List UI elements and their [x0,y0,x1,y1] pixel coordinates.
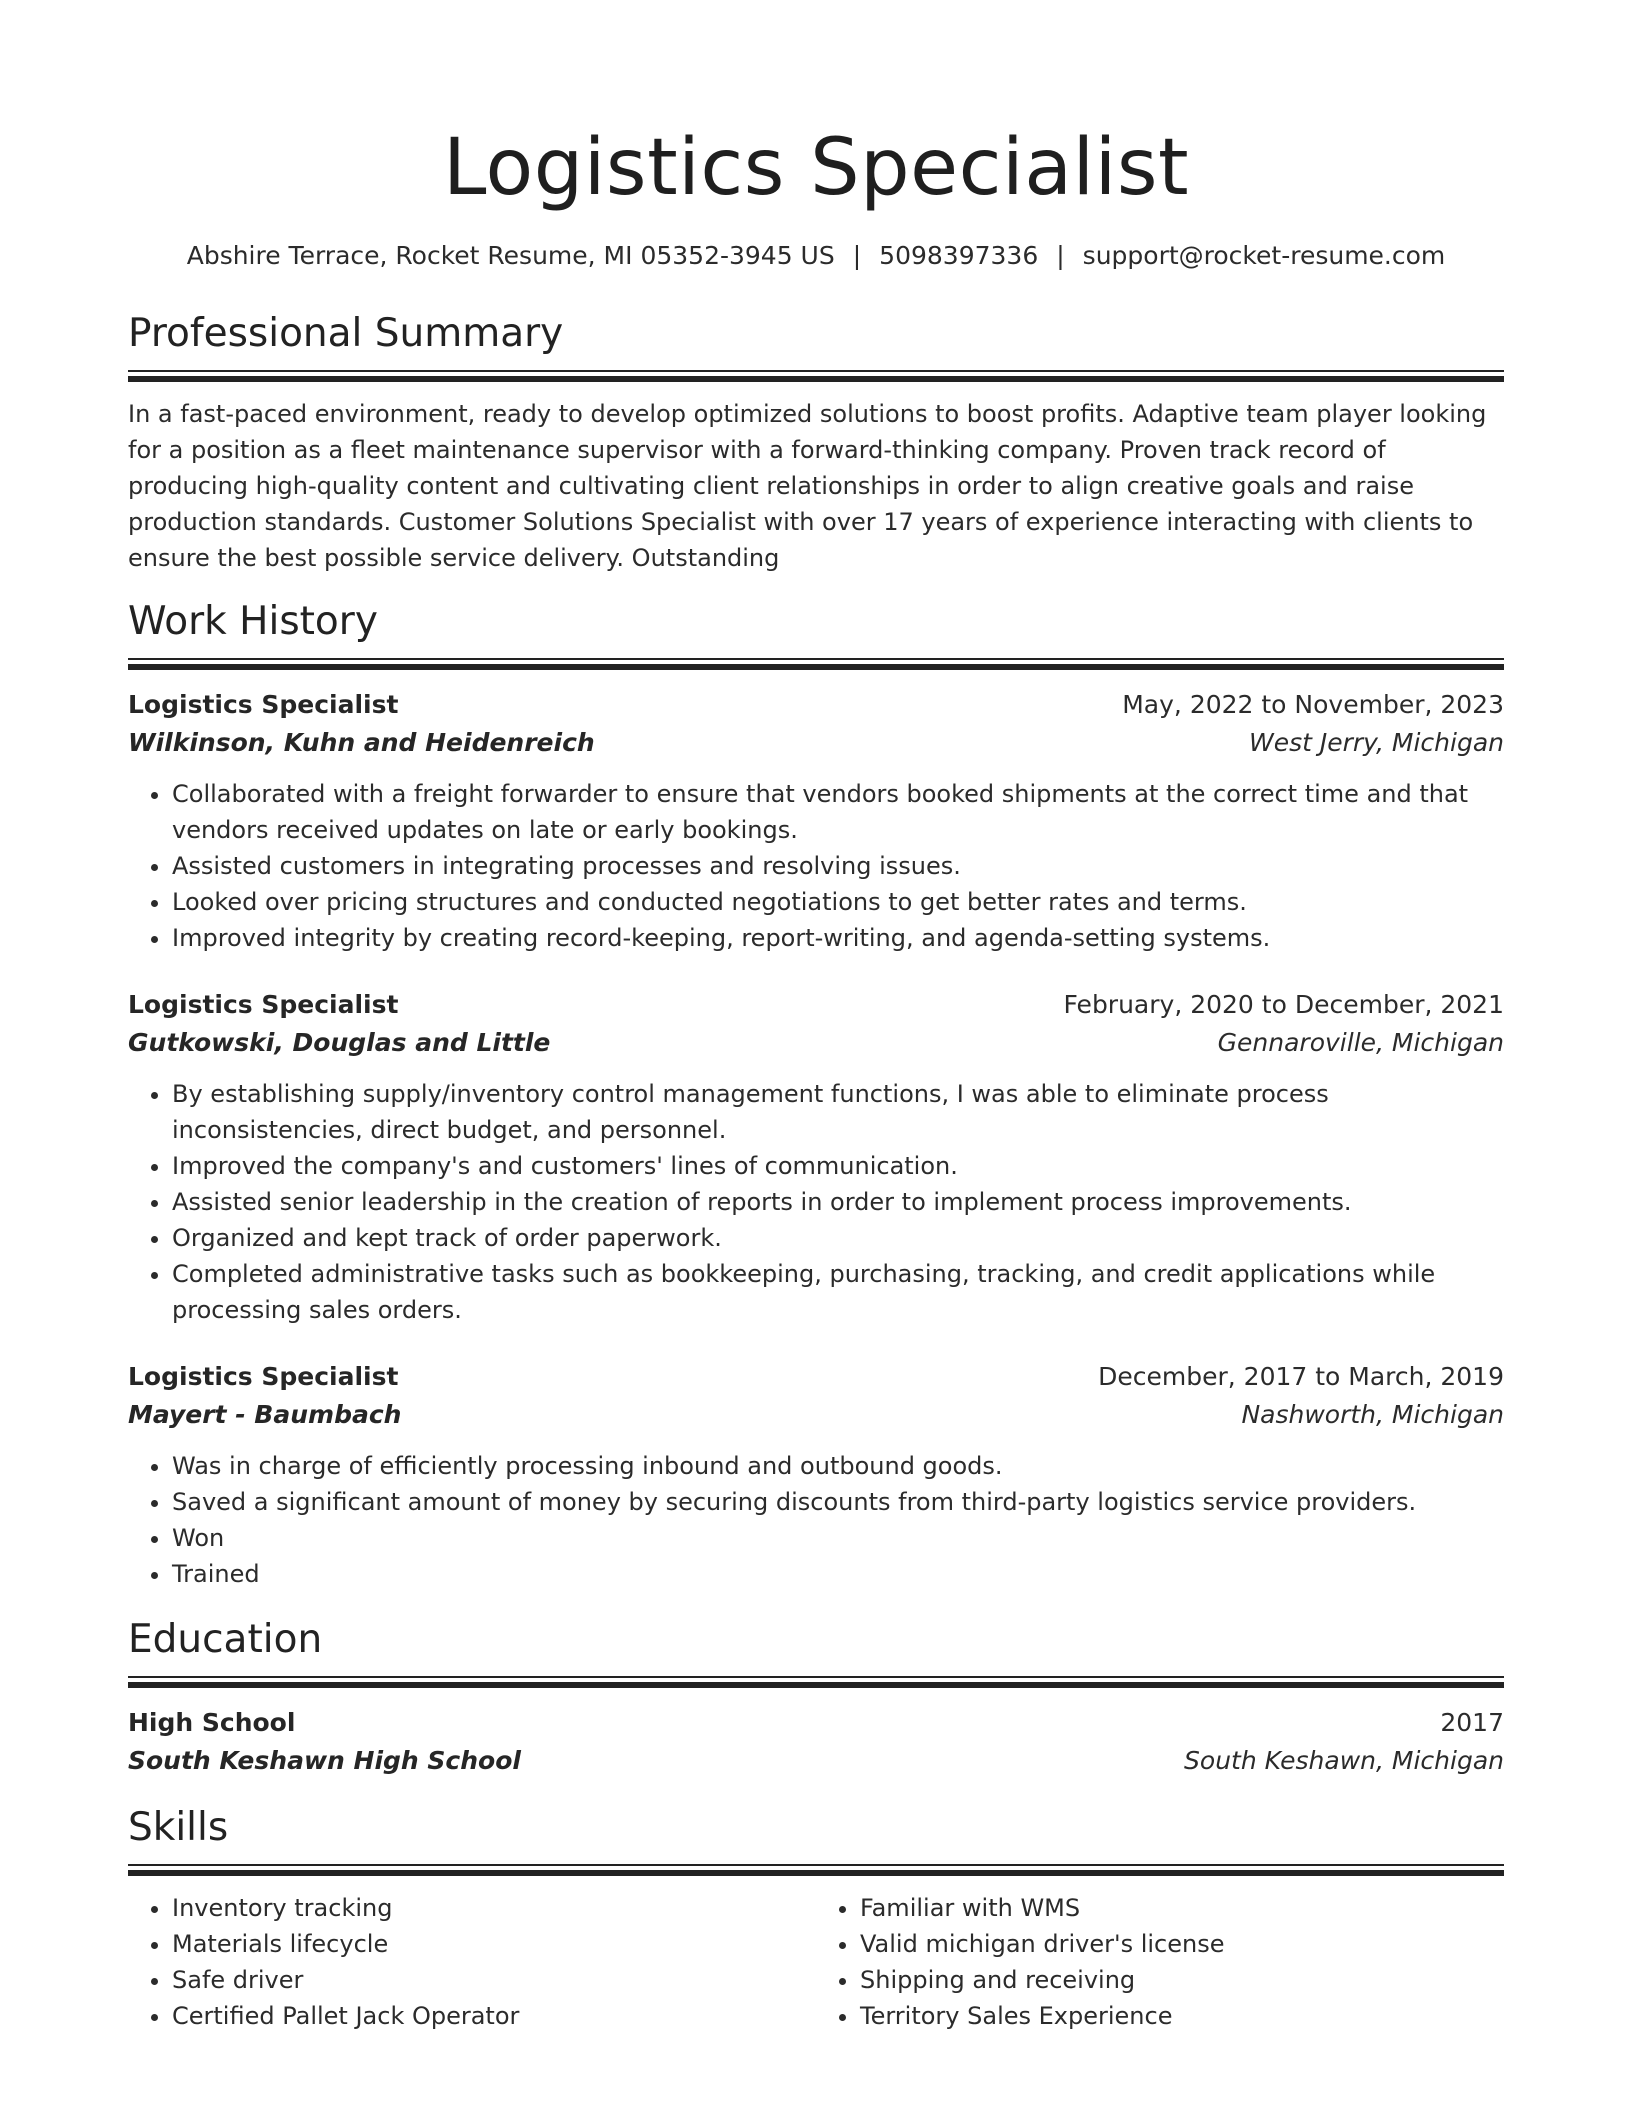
skills-section [128,1802,1504,2034]
job-entry [128,1358,1504,1592]
list-item: • Trained [172,1556,1504,1592]
list-item: • Assisted senior leadership in the creation of reports in order to implement process improvements. [172,1184,1504,1220]
skills-list-left [128,1890,816,2034]
job-subheader [128,1396,1504,1434]
education-section [128,1614,1504,1780]
list-item: • Certified Pallet Jack Operator [172,1998,816,2034]
job-dates: December, 2017 to March, 2019 [1098,1362,1504,1391]
list-item: • Won [172,1520,1504,1556]
job-company: Wilkinson, Kuhn and Heidenreich [128,728,595,757]
contact-separator: | [852,241,862,270]
contact-separator: | [1056,241,1065,270]
education-degree: High School [128,1708,296,1737]
job-header [128,986,1504,1024]
section-title-skills: Skills [128,1805,229,1850]
job-location: West Jerry, Michigan [1248,728,1504,757]
job-bullets [128,1448,1504,1592]
job-title: Logistics Specialist [128,690,399,719]
list-item: • Was in charge of efficiently processing inbound and outbound goods. [172,1448,1504,1484]
education-entry [128,1704,1504,1780]
list-item: • Safe driver [172,1962,816,1998]
job-bullets [128,1076,1504,1328]
skills-list-right [816,1890,1504,2034]
job-title: Logistics Specialist [128,990,399,1019]
education-school: South Keshawn High School [128,1746,521,1775]
list-item: • Shipping and receiving [860,1962,1504,1998]
section-divider [128,658,1504,670]
contact-line [128,238,1504,274]
section-title-education: Education [128,1617,323,1662]
list-item: • Improved integrity by creating record-keeping, report-writing, and agenda-setting systems. [172,920,1504,956]
work-history-section [128,596,1504,1592]
job-dates: May, 2022 to November, 2023 [1122,690,1504,719]
contact-phone: 5098397336 [879,241,1039,270]
list-item: • Collaborated with a freight forwarder to ensure that vendors booked shipments at the correct time and that vendors received updates on late or early bookings. [172,776,1504,848]
list-item: • Completed administrative tasks such as bookkeeping, purchasing, tracking, and credit applications while processing sales orders. [172,1256,1504,1328]
job-header [128,1358,1504,1396]
education-year: 2017 [1440,1708,1504,1737]
summary-text: In a fast-paced environment, ready to develop optimized solutions to boost profits. Adaptive team player looking for a position as a fleet maintenance supervisor with a forward-thinking company. Proven track record of producing high-quality content and cultivating client relationships in order to align creative goals and raise production standards. Customer Solutions Specialist with over 17 years of experience interacting with clients to ensure the best possible service delivery. Outstanding [128,400,1487,572]
job-company: Gutkowski, Douglas and Little [128,1028,551,1057]
job-location: Gennaroville, Michigan [1217,1028,1504,1057]
list-item: • Territory Sales Experience [860,1998,1504,2034]
job-header [128,686,1504,724]
contact-address: Abshire Terrace, Rocket Resume, MI 05352-3945 US [186,241,835,270]
resume-page [128,118,1504,2034]
list-item: • By establishing supply/inventory control management functions, I was able to eliminate process inconsistencies, direct budget, and personnel. [172,1076,1504,1148]
section-divider [128,1676,1504,1688]
education-header [128,1704,1504,1742]
job-subheader [128,724,1504,762]
list-item: • Looked over pricing structures and conducted negotiations to get better rates and terms. [172,884,1504,920]
job-company: Mayert - Baumbach [128,1400,402,1429]
list-item: • Familiar with WMS [860,1890,1504,1926]
list-item: • Inventory tracking [172,1890,816,1926]
section-title-work-history: Work History [128,599,378,644]
section-divider [128,1864,1504,1876]
education-subheader [128,1742,1504,1780]
job-subheader [128,1024,1504,1062]
list-item: • Assisted customers in integrating processes and resolving issues. [172,848,1504,884]
section-title-summary: Professional Summary [128,311,564,356]
job-location: Nashworth, Michigan [1241,1400,1504,1429]
list-item: • Valid michigan driver's license [860,1926,1504,1962]
job-entry [128,986,1504,1328]
job-title: Logistics Specialist [128,1362,399,1391]
skills-columns [128,1890,1504,2034]
resume-name: Logistics Specialist [442,123,1190,213]
job-entry [128,686,1504,956]
education-location: South Keshawn, Michigan [1184,1746,1504,1775]
summary-section [128,308,1504,576]
job-bullets [128,776,1504,956]
contact-email: support@rocket-resume.com [1082,241,1446,270]
list-item: • Organized and kept track of order paperwork. [172,1220,1504,1256]
section-divider [128,370,1504,382]
list-item: • Improved the company's and customers' lines of communication. [172,1148,1504,1184]
job-dates: February, 2020 to December, 2021 [1063,990,1504,1019]
list-item: • Saved a significant amount of money by securing discounts from third-party logistics service providers. [172,1484,1504,1520]
list-item: • Materials lifecycle [172,1926,816,1962]
